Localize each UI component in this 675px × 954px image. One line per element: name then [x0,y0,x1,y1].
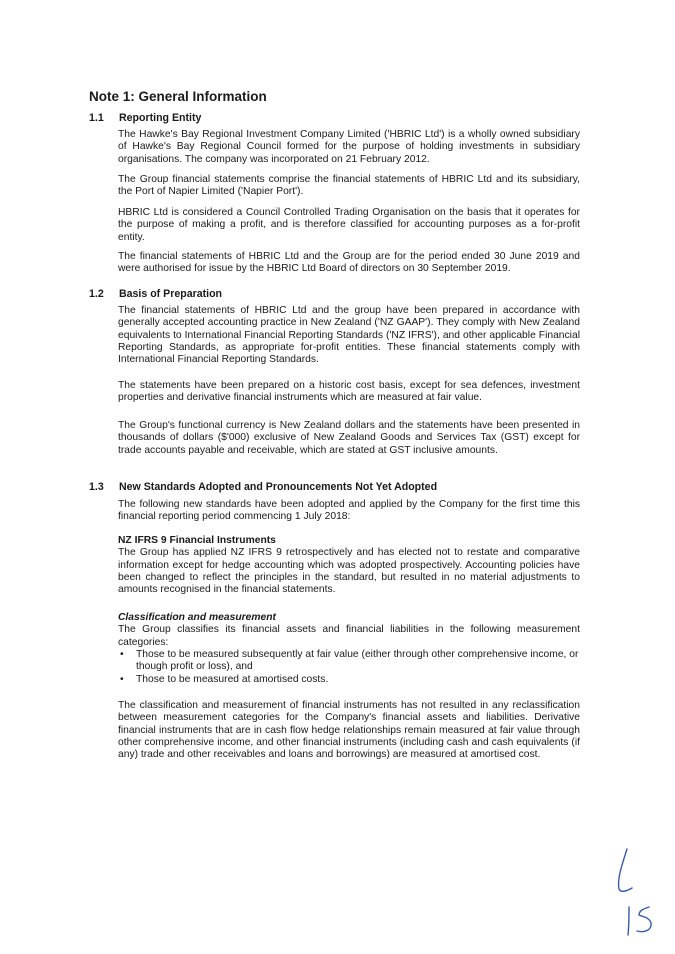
classification-paragraph: The Group classifies its financial assets and financial liabilities in the following measurement categories: [118,624,580,648]
paragraph: The Group's functional currency is New Zealand dollars and the statements have been presented in thousands of dollars ($'000) exclusive of New Zealand Goods and Services Tax (GST) except for trade accounts payable and receivable, which are stated at GST inclusive amounts. [118,420,580,456]
section-title: New Standards Adopted and Pronouncements Not Yet Adopted [119,481,438,493]
paragraph: The statements have been prepared on a historic cost basis, except for sea defences, investment properties and derivative financial instruments which are measured at fair value. [118,380,580,404]
section-heading-reporting-entity [89,112,201,124]
section-number: 1.2 [89,288,104,300]
paragraph: The Hawke's Bay Regional Investment Company Limited ('HBRIC Ltd') is a wholly owned subsidiary of Hawke's Bay Regional Council formed for the purpose of holding investments in subsidiary organisations. The company was incorporated on 21 February 2012. [118,129,580,165]
handwritten-signature-icon [605,845,665,945]
paragraph: The financial statements of HBRIC Ltd and the group have been prepared in accordance with generally accepted accounting practice in New Zealand ('NZ GAAP'). They comply with New Zealand equivalents to International Financial Reporting Standards ('NZ IFRS'), and other applicable Financial Reporting Standards, as appropriate for-profit entities. These financial statements comply with International Financial Reporting Standards. [118,305,580,366]
list-item: • Those to be measured at amortised costs. [118,674,580,686]
section-title: Basis of Preparation [119,288,223,300]
paragraph: HBRIC Ltd is considered a Council Controlled Trading Organisation on the basis that it operates for the purpose of making a profit, and is therefore classified for accounting purposes as a for-profit entity. [118,207,580,243]
classification-block [118,612,580,649]
measurement-categories-list [118,649,580,686]
classification-heading: Classification and measurement [118,612,276,623]
section-title: Reporting Entity [119,112,202,124]
paragraph: The following new standards have been adopted and applied by the Company for the first time this financial reporting period commencing 1 July 2018: [118,499,580,523]
note-title: Note 1: General Information [89,89,267,104]
ifrs9-heading: NZ IFRS 9 Financial Instruments [118,535,276,546]
ifrs9-block [118,535,580,596]
paragraph: The financial statements of HBRIC Ltd and the Group are for the period ended 30 June 2019 and were authorised for issue by the HBRIC Ltd Board of directors on 30 September 2019. [118,251,580,275]
ifrs9-paragraph: The Group has applied NZ IFRS 9 retrospectively and has elected not to restate and comparative information except for hedge accounting which was adopted prospectively. Accounting policies have been changed to reflect the principles in the standard, but resulted in no material adjustments to amounts recognised in the financial statements. [118,547,580,596]
list-item: • Those to be measured subsequently at fair value (either through other comprehensive income, or though profit or loss), and [118,649,580,674]
paragraph: The Group financial statements comprise the financial statements of HBRIC Ltd and its subsidiary, the Port of Napier Limited ('Napier Port'). [118,174,580,198]
paragraph: The classification and measurement of financial instruments has not resulted in any reclassification between measurement categories for the Company's financial assets and liabilities. Derivative financial instruments that are in cash flow hedge relationships remain measured at fair value through other comprehensive income, and other financial instruments (including cash and cash equivalents (if any) trade and other receivables and loans and borrowings) are measured at amortised cost. [118,700,580,761]
section-heading-basis-of-preparation [89,288,222,300]
section-number: 1.1 [89,112,104,124]
section-heading-new-standards [89,481,437,493]
section-number: 1.3 [89,481,104,493]
